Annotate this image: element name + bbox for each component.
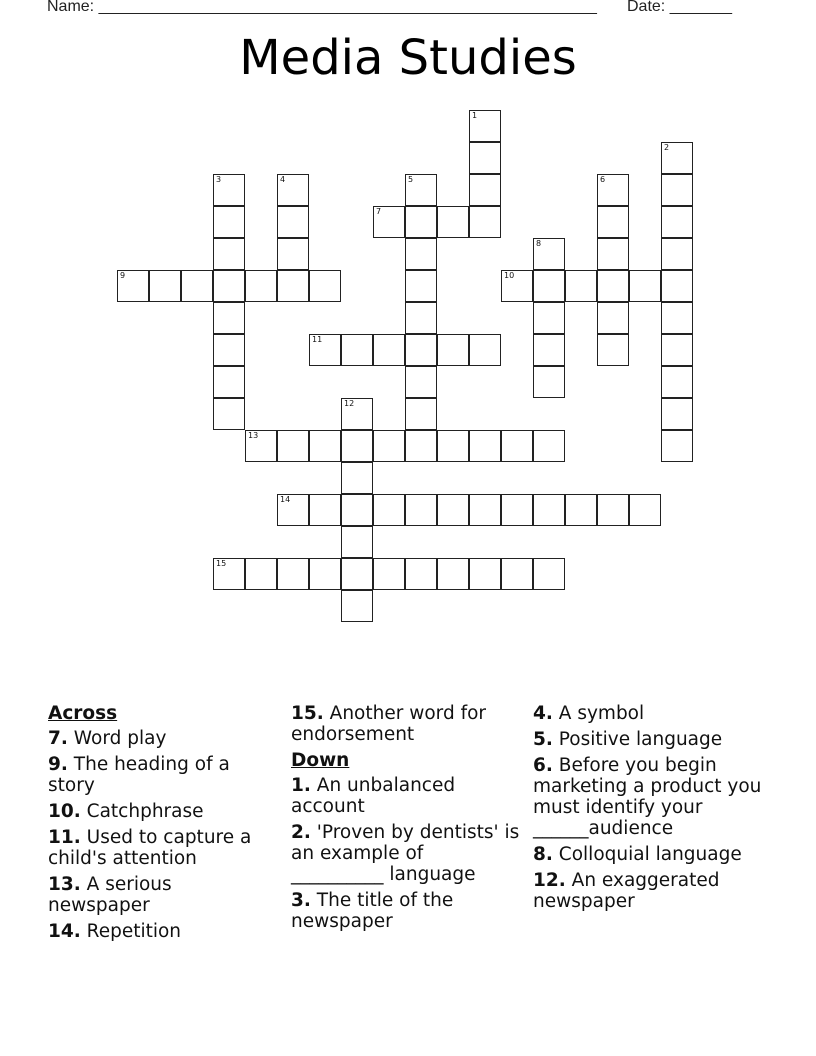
grid-cell[interactable] xyxy=(277,270,309,302)
clue-text: Another word for endorsement xyxy=(291,703,487,745)
grid-cell[interactable] xyxy=(405,270,437,302)
grid-cell[interactable] xyxy=(149,270,181,302)
clue-number: 5. xyxy=(533,729,553,750)
grid-cell[interactable] xyxy=(469,206,501,238)
clue-number: 1. xyxy=(291,775,311,796)
clue-number-label: 2 xyxy=(664,143,670,152)
grid-cell[interactable] xyxy=(533,430,565,462)
clue-number-label: 6 xyxy=(600,175,606,184)
clue-number-label: 9 xyxy=(120,271,126,280)
grid-cell[interactable] xyxy=(597,238,629,270)
grid-cell[interactable] xyxy=(469,142,501,174)
clue-number-label: 4 xyxy=(280,175,286,184)
clues-column-1 xyxy=(48,703,278,947)
grid-cell[interactable] xyxy=(661,270,693,302)
grid-cell[interactable] xyxy=(277,206,309,238)
grid-cell[interactable] xyxy=(565,494,597,526)
grid-cell[interactable] xyxy=(661,302,693,334)
grid-cell[interactable] xyxy=(501,270,533,302)
grid-cell[interactable] xyxy=(373,334,405,366)
grid-cell[interactable] xyxy=(277,558,309,590)
clue-number: 12. xyxy=(533,870,566,891)
grid-cell[interactable] xyxy=(437,494,469,526)
clues-column-3 xyxy=(533,703,773,917)
clue-text: 'Proven by dentists' is an example of __________ language xyxy=(291,822,520,885)
grid-cell[interactable] xyxy=(341,430,373,462)
grid-cell[interactable] xyxy=(597,302,629,334)
clue-text: Catchphrase xyxy=(86,801,204,822)
grid-cell[interactable] xyxy=(341,494,373,526)
grid-cell[interactable] xyxy=(437,206,469,238)
grid-cell[interactable] xyxy=(213,238,245,270)
grid-cell[interactable] xyxy=(213,558,245,590)
grid-cell[interactable] xyxy=(405,238,437,270)
grid-cell[interactable] xyxy=(309,494,341,526)
grid-cell[interactable] xyxy=(341,590,373,622)
grid-cell[interactable] xyxy=(661,238,693,270)
grid-cell[interactable] xyxy=(277,430,309,462)
grid-cell[interactable] xyxy=(373,430,405,462)
clue-down-2 xyxy=(291,822,521,885)
grid-cell[interactable] xyxy=(405,302,437,334)
grid-cell[interactable] xyxy=(245,270,277,302)
grid-cell[interactable] xyxy=(245,558,277,590)
clue-across-15 xyxy=(291,703,521,745)
grid-cell[interactable] xyxy=(405,334,437,366)
clue-text: An unbalanced account xyxy=(291,775,456,817)
clue-across-7 xyxy=(48,728,278,749)
clue-number: 13. xyxy=(48,874,81,895)
grid-cell[interactable] xyxy=(533,558,565,590)
grid-cell[interactable] xyxy=(373,558,405,590)
clue-number-label: 3 xyxy=(216,175,222,184)
clue-text: Used to capture a child's attention xyxy=(48,827,252,869)
grid-cell[interactable] xyxy=(309,334,341,366)
grid-cell[interactable] xyxy=(341,558,373,590)
grid-cell[interactable] xyxy=(277,494,309,526)
grid-cell[interactable] xyxy=(117,270,149,302)
grid-cell[interactable] xyxy=(405,206,437,238)
grid-cell[interactable] xyxy=(565,270,597,302)
clue-number: 15. xyxy=(291,703,324,724)
clue-down-3 xyxy=(291,890,521,932)
clue-down-4 xyxy=(533,703,773,724)
clue-number: 3. xyxy=(291,890,311,911)
clues-column-2 xyxy=(291,703,521,937)
grid-cell[interactable] xyxy=(469,558,501,590)
grid-cell[interactable] xyxy=(213,270,245,302)
clue-text: Positive language xyxy=(558,729,723,750)
grid-cell[interactable] xyxy=(341,462,373,494)
clue-across-14 xyxy=(48,921,278,942)
grid-cell[interactable] xyxy=(437,558,469,590)
grid-cell[interactable] xyxy=(309,270,341,302)
clue-number-label: 13 xyxy=(248,431,259,440)
grid-cell[interactable] xyxy=(309,430,341,462)
grid-cell[interactable] xyxy=(533,366,565,398)
grid-cell[interactable] xyxy=(661,334,693,366)
grid-cell[interactable] xyxy=(533,334,565,366)
grid-cell[interactable] xyxy=(341,334,373,366)
grid-cell[interactable] xyxy=(533,270,565,302)
clue-text: Colloquial language xyxy=(558,844,742,865)
clue-number: 8. xyxy=(533,844,553,865)
name-field-label: Name: ________________________________________________________ xyxy=(47,0,597,15)
clue-number-label: 1 xyxy=(472,111,478,120)
clue-number: 6. xyxy=(533,755,553,776)
grid-cell[interactable] xyxy=(501,558,533,590)
clue-number: 7. xyxy=(48,728,68,749)
clue-down-6 xyxy=(533,755,773,839)
clue-text: A serious newspaper xyxy=(48,874,172,916)
grid-cell[interactable] xyxy=(309,558,341,590)
clue-number: 9. xyxy=(48,754,68,775)
grid-cell[interactable] xyxy=(501,430,533,462)
clue-number-label: 8 xyxy=(536,239,542,248)
grid-cell[interactable] xyxy=(245,430,277,462)
grid-cell[interactable] xyxy=(469,174,501,206)
clue-text: Repetition xyxy=(86,921,182,942)
clue-number: 10. xyxy=(48,801,81,822)
clue-down-8 xyxy=(533,844,773,865)
clue-text: Word play xyxy=(73,728,167,749)
grid-cell[interactable] xyxy=(213,206,245,238)
clue-down-1 xyxy=(291,775,521,817)
grid-cell[interactable] xyxy=(181,270,213,302)
grid-cell[interactable] xyxy=(661,142,693,174)
clue-across-10 xyxy=(48,801,278,822)
grid-cell[interactable] xyxy=(629,494,661,526)
grid-cell[interactable] xyxy=(597,174,629,206)
grid-cell[interactable] xyxy=(661,366,693,398)
clue-down-12 xyxy=(533,870,773,912)
grid-cell[interactable] xyxy=(405,398,437,430)
grid-cell[interactable] xyxy=(469,110,501,142)
clue-number-label: 14 xyxy=(280,495,291,504)
across-heading: Across xyxy=(48,703,118,724)
grid-cell[interactable] xyxy=(405,366,437,398)
grid-cell[interactable] xyxy=(469,430,501,462)
clue-number-label: 15 xyxy=(216,559,227,568)
clue-down-5 xyxy=(533,729,773,750)
grid-cell[interactable] xyxy=(501,494,533,526)
grid-cell[interactable] xyxy=(405,558,437,590)
grid-cell[interactable] xyxy=(341,398,373,430)
grid-cell[interactable] xyxy=(661,430,693,462)
page-title: Media Studies xyxy=(239,30,577,86)
grid-cell[interactable] xyxy=(597,334,629,366)
grid-cell[interactable] xyxy=(213,366,245,398)
clue-text: A symbol xyxy=(558,703,645,724)
grid-cell[interactable] xyxy=(437,430,469,462)
grid-cell[interactable] xyxy=(213,398,245,430)
grid-cell[interactable] xyxy=(341,526,373,558)
grid-cell[interactable] xyxy=(629,270,661,302)
grid-cell[interactable] xyxy=(277,238,309,270)
grid-cell[interactable] xyxy=(373,494,405,526)
clue-across-13 xyxy=(48,874,278,916)
grid-cell[interactable] xyxy=(597,270,629,302)
grid-cell[interactable] xyxy=(661,398,693,430)
date-field-label: Date: _______ xyxy=(627,0,732,15)
grid-cell[interactable] xyxy=(533,302,565,334)
grid-cell[interactable] xyxy=(405,430,437,462)
grid-cell[interactable] xyxy=(597,494,629,526)
grid-cell[interactable] xyxy=(373,206,405,238)
grid-cell[interactable] xyxy=(277,174,309,206)
grid-cell[interactable] xyxy=(405,494,437,526)
grid-cell[interactable] xyxy=(661,174,693,206)
grid-cell[interactable] xyxy=(597,206,629,238)
clue-number-label: 12 xyxy=(344,399,355,408)
grid-cell[interactable] xyxy=(469,334,501,366)
clue-number-label: 11 xyxy=(312,335,323,344)
clue-text: The heading of a story xyxy=(48,754,230,796)
grid-cell[interactable] xyxy=(533,494,565,526)
grid-cell[interactable] xyxy=(533,238,565,270)
clue-across-9 xyxy=(48,754,278,796)
grid-cell[interactable] xyxy=(213,302,245,334)
down-heading: Down xyxy=(291,750,350,771)
clue-number-label: 5 xyxy=(408,175,414,184)
clue-text: An exaggerated newspaper xyxy=(533,870,720,912)
clue-number: 4. xyxy=(533,703,553,724)
clue-number-label: 10 xyxy=(504,271,515,280)
clue-number-label: 7 xyxy=(376,207,382,216)
grid-cell[interactable] xyxy=(213,174,245,206)
grid-cell[interactable] xyxy=(437,334,469,366)
grid-cell[interactable] xyxy=(661,206,693,238)
grid-cell[interactable] xyxy=(469,494,501,526)
clue-text: The title of the newspaper xyxy=(291,890,454,932)
clue-number: 2. xyxy=(291,822,311,843)
clue-across-11 xyxy=(48,827,278,869)
clue-number: 14. xyxy=(48,921,81,942)
clue-text: Before you begin marketing a product you must identify your ______audience xyxy=(533,755,762,839)
clue-number: 11. xyxy=(48,827,81,848)
grid-cell[interactable] xyxy=(213,334,245,366)
grid-cell[interactable] xyxy=(405,174,437,206)
